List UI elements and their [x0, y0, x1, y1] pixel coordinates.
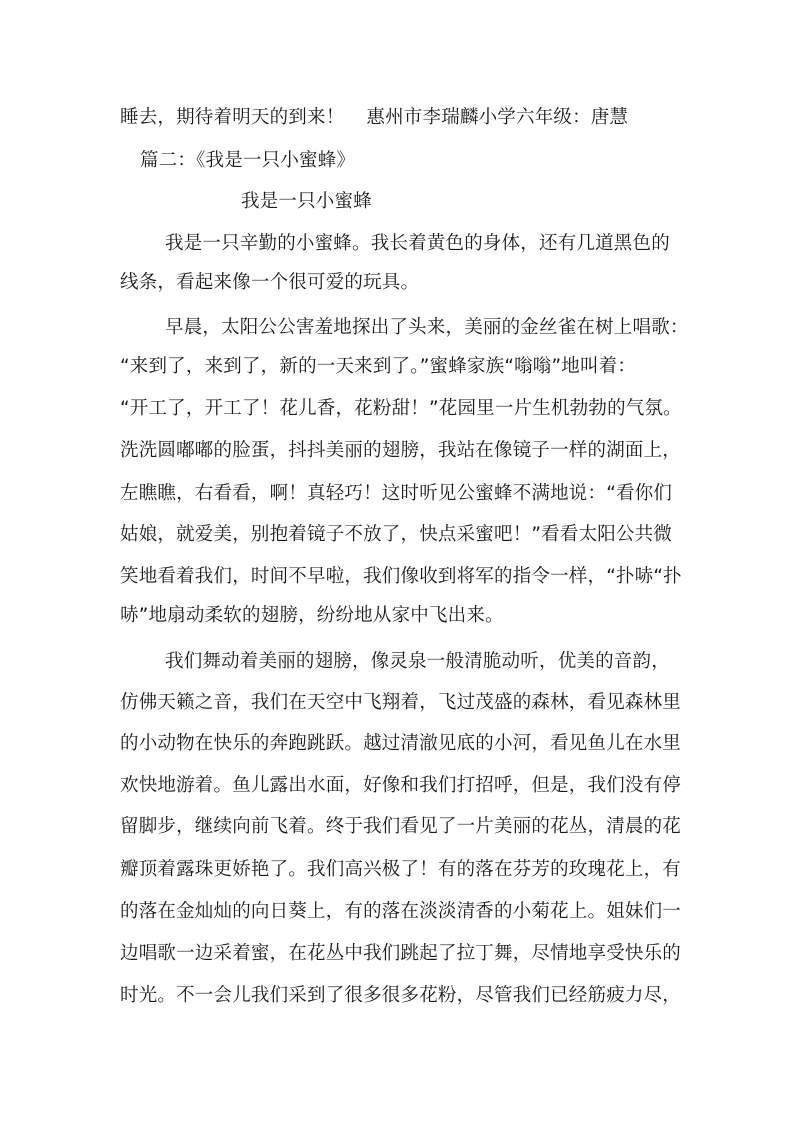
paragraph-line: 笑地看着我们，时间不早啦，我们像收到将军的指令一样，“扑哧“扑 [120, 566, 682, 587]
section-label: 篇二：《我是一只小蜜蜂》 [140, 150, 356, 171]
paragraph-line: 仿佛天籁之音，我们在天空中飞翔着，飞过茂盛的森林，看见森林里 [120, 692, 682, 713]
intro-line-text: 睡去，期待着明天的到来！ [120, 107, 345, 128]
paragraph-line: 左瞧瞧，右看看，啊！真轻巧！这时听见公蜜蜂不满地说：“看你们 [120, 483, 673, 504]
paragraph-line: “开工了，开工了！花儿香，花粉甜！”花园里一片生机勃勃的气氛。 [120, 398, 682, 419]
paragraph-line: 哧”地扇动柔软的翅膀，纷纷地从家中飞出来。 [120, 605, 504, 626]
paragraph-line: 洗洗圆嘟嘟的脸蛋，抖抖美丽的翅膀，我站在像镜子一样的湖面上， [120, 440, 682, 461]
paragraph-line: 线条，看起来像一个很可爱的玩具。 [120, 272, 420, 293]
paragraph-line: 的小动物在快乐的奔跑跳跃。越过清澈见底的小河，看见鱼儿在水里 [120, 733, 682, 754]
paragraph-line: 时光。不一会儿我们采到了很多很多花粉，尽管我们已经筋疲力尽， [120, 985, 682, 1006]
paragraph-line: “来到了，来到了，新的一天来到了。”蜜蜂家族“嗡嗡”地叫着： [120, 356, 637, 377]
paragraph-line: 姑娘，就爱美，别抱着镜子不放了，快点采蜜吧！”看看太阳公共微 [120, 524, 673, 545]
paragraph-line: 早晨，太阳公公害羞地探出了头来，美丽的金丝雀在树上唱歌： [165, 317, 689, 338]
paragraph-line: 瓣顶着露珠更娇艳了。我们高兴极了！有的落在芬芳的玫瑰花上，有 [120, 859, 682, 880]
paragraph-line: 我们舞动着美丽的翅膀，像灵泉一般清脆动听，优美的音韵， [165, 651, 670, 672]
paragraph-line: 我是一只辛勤的小蜜蜂。我长着黄色的身体，还有几道黑色的 [165, 233, 670, 254]
author-attribution: 惠州市李瑞麟小学六年级：唐慧 [366, 107, 629, 128]
essay-title: 我是一只小蜜蜂 [241, 191, 372, 212]
paragraph-line: 欢快地游着。鱼儿露出水面，好像和我们打招呼，但是，我们没有停 [120, 775, 682, 796]
paragraph-line: 的落在金灿灿的向日葵上，有的落在淡淡清香的小菊花上。姐妹们一 [120, 901, 682, 922]
paragraph-line: 边唱歌一边采着蜜，在花丛中我们跳起了拉丁舞，尽情地享受快乐的 [120, 943, 682, 964]
paragraph-line: 留脚步，继续向前飞着。终于我们看见了一片美丽的花丛，清晨的花 [120, 816, 682, 837]
intro-line [120, 103, 690, 133]
